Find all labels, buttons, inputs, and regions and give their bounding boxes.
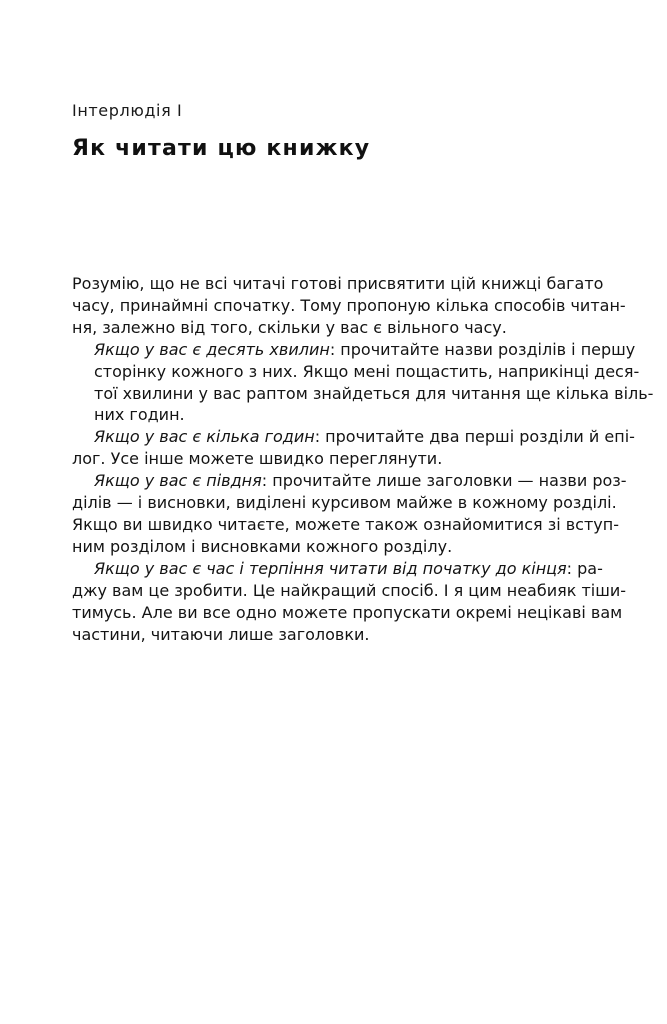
text-line: Якщо у вас є час і терпіння читати від початку до кінця: ра- [94,558,603,578]
text-line: ним розділом і висновками кожного розділу. [72,536,453,556]
italic-phrase: Якщо у вас є десять хвилин [94,339,330,359]
italic-phrase: Якщо у вас є кілька годин [94,427,315,447]
interlude-label: Інтерлюдія І [72,101,183,120]
text-line: Якщо у вас є кілька годин: прочитайте два перші розділи й епі- [94,427,635,447]
text-line: ділів — і висновки, виділені курсивом майже в кожному розділі. [72,493,617,513]
text-line: часу, принаймні спочатку. Тому пропоную кілька способів читан- [72,295,626,315]
text-line: Якщо ви швидко читаєте, можете також ознайомитися зі вступ- [72,514,619,534]
text-line: частини, читаючи лише заголовки. [72,624,370,644]
italic-phrase: Якщо у вас є час і терпіння читати від початку до кінця [94,558,567,578]
text-line: лог. Усе інше можете швидко переглянути. [72,449,443,469]
chapter-title: Як читати цю книжку [72,136,371,161]
text-line: тої хвилини у вас раптом знайдеться для читання ще кілька віль- [94,383,654,403]
text-line: джу вам це зробити. Це найкращий спосіб. І я цим неабияк тіши- [72,580,627,600]
text-line: ня, залежно від того, скільки у вас є вільного часу. [72,317,507,337]
italic-phrase: Якщо у вас є півдня [94,471,262,491]
text-line: них годин. [94,405,185,425]
body-text [72,273,654,645]
text-line: Розумію, що не всі читачі готові присвятити цій книжці багато [72,274,604,293]
text-line: Якщо у вас є півдня: прочитайте лише заголовки — назви роз- [94,471,627,491]
text-line: сторінку кожного з них. Якщо мені пощастить, наприкінці деся- [94,361,640,381]
text-line: тимусь. Але ви все одно можете пропускати окремі нецікаві вам [72,602,623,622]
text-line: Якщо у вас є десять хвилин: прочитайте назви розділів і першу [94,339,636,359]
